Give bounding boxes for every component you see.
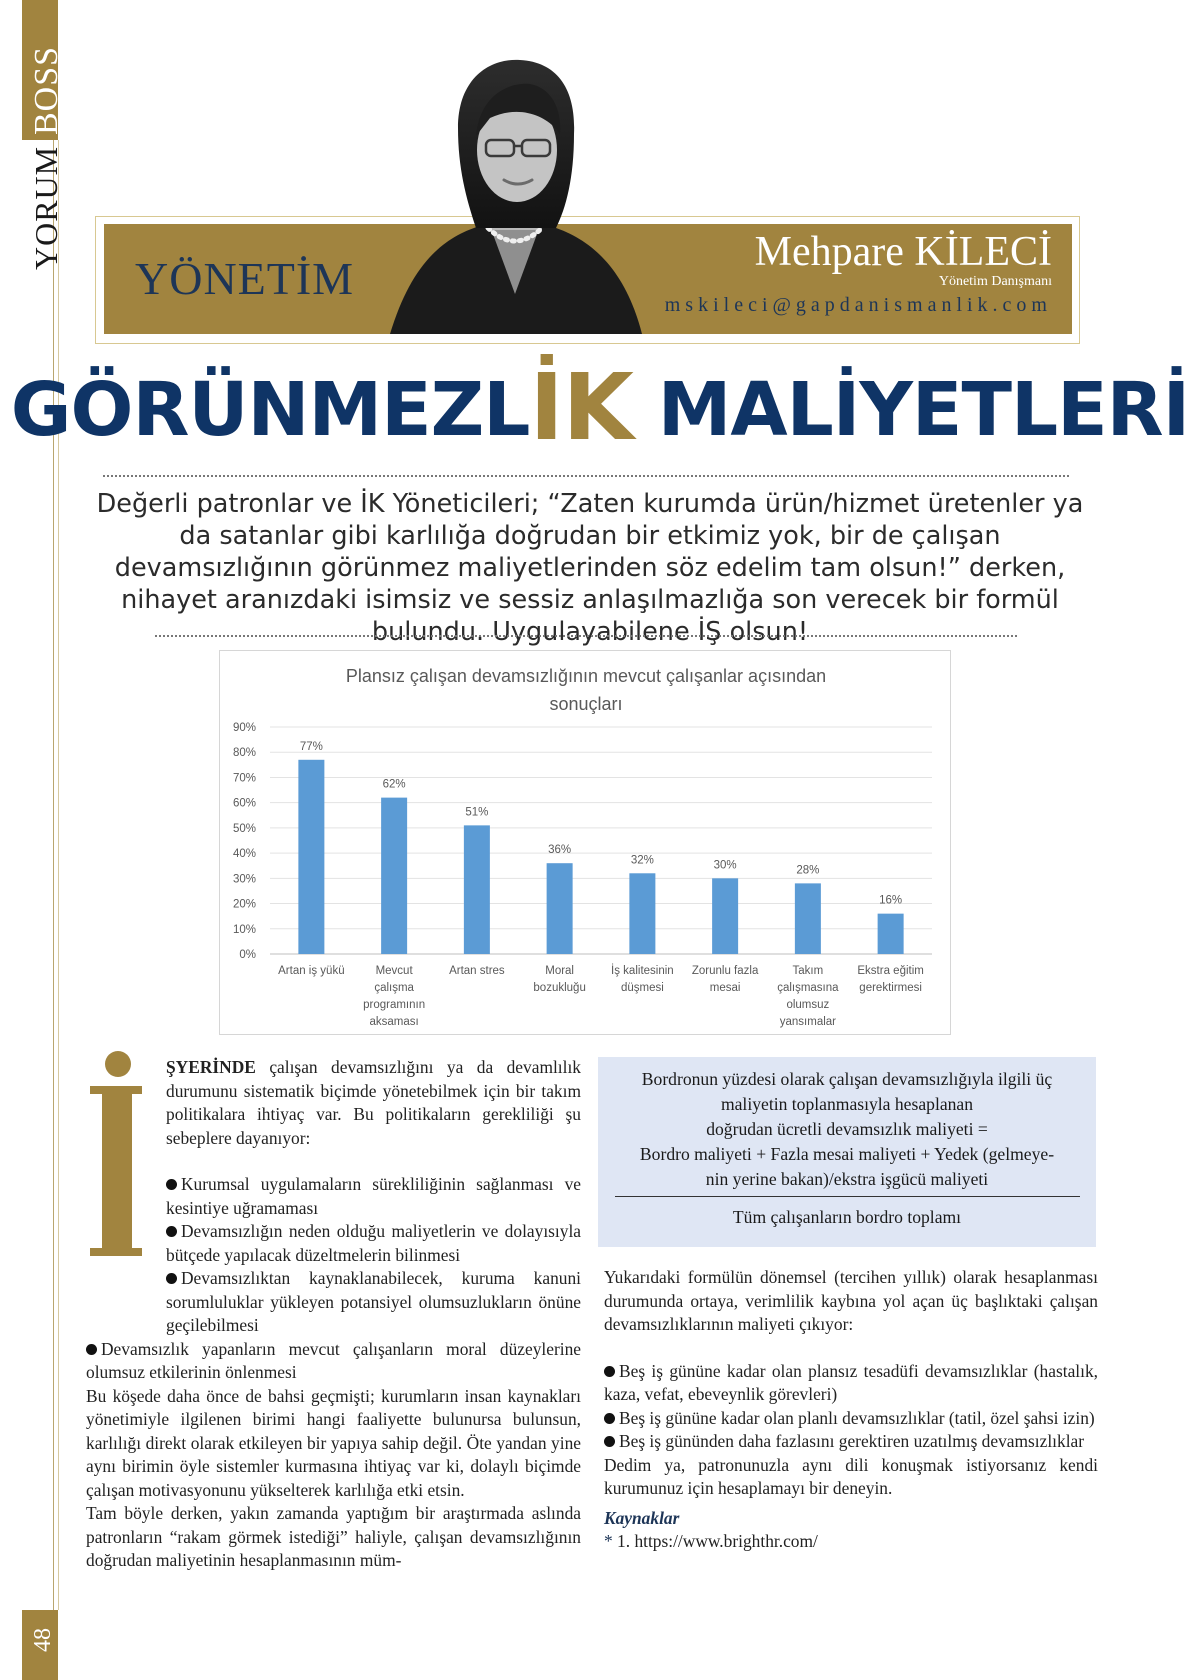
data-label: 30% bbox=[713, 859, 737, 872]
formula-line: Bordro maliyeti + Fazla mesai maliyeti + Yedek (gelmeye- bbox=[639, 1144, 1055, 1164]
list-item bbox=[604, 1430, 1098, 1454]
x-tick-label: Ekstra eğitim bbox=[857, 965, 924, 977]
formula-line: nin yerine bakan)/ekstra işgücü maliyeti bbox=[705, 1169, 989, 1189]
y-tick-label: 40% bbox=[232, 848, 256, 861]
intro-paragraph bbox=[86, 1056, 581, 1150]
y-tick-label: 60% bbox=[232, 797, 256, 810]
article-lead: Değerli patronlar ve İK Yöneticileri; “Zaten kurumda ürün/hizmet üretenler ya da satanlar gibi karlılığa doğrudan bir etkimiz yok, bir de çalışan devamsızlığının görünmez maliyetlerinden söz edelim tam olsun!” derken, nihayet aranızdaki isimsiz ve sessiz anlaşılmazlığa son verecek bir formül bulundu. Uygulayabilene İŞ olsun! bbox=[96, 489, 1084, 647]
body-paragraph: Yukarıdaki formülün dönemsel (tercihen yıllık) olarak hesaplanması durumunda ortaya, verimlilik kaybına yol açan üç başlıktaki çalışan devamsızlıklarının maliyeti çıkıyor: bbox=[604, 1267, 1098, 1334]
bar bbox=[629, 873, 655, 954]
article-title bbox=[0, 350, 1200, 461]
absence-chart bbox=[219, 650, 951, 1035]
bullet-icon bbox=[166, 1273, 177, 1284]
bar bbox=[381, 798, 407, 954]
y-tick-label: 20% bbox=[232, 898, 256, 911]
formula-line: doğrudan ücretli devamsızlık maliyeti = bbox=[706, 1119, 988, 1139]
article-left-column bbox=[86, 1056, 581, 1573]
sidebar-label bbox=[22, 0, 65, 280]
formula-line: maliyetin toplanmasıyla hesaplanan bbox=[720, 1094, 974, 1114]
source-link[interactable] bbox=[604, 1530, 1098, 1554]
bullet-icon bbox=[604, 1366, 615, 1377]
bar bbox=[795, 883, 821, 954]
source-url[interactable]: 1. https://www.brighthr.com/ bbox=[612, 1531, 818, 1551]
list-item bbox=[86, 1267, 581, 1338]
x-tick-label: Artan iş yükü bbox=[278, 965, 345, 977]
x-tick-label: yansımalar bbox=[779, 1016, 836, 1028]
data-label: 62% bbox=[382, 778, 406, 791]
x-tick-label: Takım bbox=[792, 965, 824, 977]
data-label: 28% bbox=[796, 864, 820, 877]
y-tick-label: 50% bbox=[232, 822, 256, 835]
chart-title: sonuçları bbox=[549, 694, 623, 714]
x-tick-label: programının bbox=[363, 999, 426, 1011]
x-tick-label: mesai bbox=[709, 982, 741, 994]
y-tick-label: 0% bbox=[239, 949, 256, 961]
x-tick-label: gerektirmesi bbox=[859, 982, 922, 994]
x-tick-label: aksaması bbox=[369, 1016, 419, 1028]
bullet-icon bbox=[86, 1344, 97, 1355]
article-title-part1: GÖRÜNMEZL bbox=[10, 367, 530, 453]
list-item-text: Devamsızlıktan kaynaklanabilecek, kuruma kanuni sorumluluklar yükleyen potansiyel olumsuzlukların önüne geçilebilmesi bbox=[166, 1268, 581, 1335]
x-tick-label: Mevcut bbox=[375, 965, 413, 977]
absence-chart-svg bbox=[220, 651, 952, 1036]
bar bbox=[878, 914, 904, 954]
author-portrait bbox=[380, 58, 650, 334]
section-title: YÖNETİM bbox=[135, 253, 355, 304]
bullet-icon bbox=[604, 1436, 615, 1447]
x-tick-label: çalışma bbox=[374, 982, 414, 994]
data-label: 32% bbox=[630, 854, 654, 867]
bullet-icon bbox=[604, 1413, 615, 1424]
formula-denominator: Tüm çalışanların bordro toplamı bbox=[732, 1207, 962, 1227]
data-label: 77% bbox=[299, 740, 323, 753]
x-tick-label: bozukluğu bbox=[533, 982, 586, 994]
x-tick-label: olumsuz bbox=[786, 999, 830, 1011]
bullet-icon bbox=[166, 1179, 177, 1190]
list-item-text: Beş iş gününe kadar olan plansız tesadüfi devamsızlıklar (hastalık, kaza, vefat, ebeveynlik görevleri) bbox=[604, 1360, 1098, 1404]
page-number: 48 bbox=[30, 1628, 56, 1652]
sources-title: Kaynaklar bbox=[604, 1507, 680, 1528]
data-label: 16% bbox=[879, 894, 903, 907]
bullet-icon bbox=[166, 1226, 177, 1237]
title-divider bbox=[103, 475, 1069, 477]
data-label: 36% bbox=[548, 844, 572, 857]
intro-bold: ŞYERİNDE bbox=[166, 1057, 256, 1077]
footnote-star: * bbox=[604, 1531, 613, 1551]
article-title-accent: İK bbox=[529, 354, 633, 461]
sidebar-section: YORUM bbox=[28, 145, 64, 270]
y-tick-label: 30% bbox=[232, 873, 256, 886]
lead-divider bbox=[155, 635, 1017, 637]
y-tick-label: 80% bbox=[232, 747, 256, 760]
sidebar-brand: BOSS bbox=[28, 45, 65, 135]
list-item bbox=[86, 1338, 581, 1385]
body-paragraph: Dedim ya, patronunuzla aynı dili konuşmak istiyorsanız kendi kurumunuz için hesaplamayı bir deneyin. bbox=[604, 1454, 1098, 1498]
author-role: Yönetim Danışmanı bbox=[938, 274, 1052, 289]
author-email[interactable]: mskileci@gapdanismanlik.com bbox=[664, 294, 1052, 316]
list-item bbox=[604, 1360, 1098, 1407]
formula-line: Bordronun yüzdesi olarak çalışan devamsızlığıyla ilgili üç bbox=[641, 1069, 1053, 1089]
x-tick-label: Moral bbox=[545, 965, 575, 977]
y-tick-label: 10% bbox=[232, 923, 256, 936]
list-item bbox=[86, 1173, 581, 1220]
y-tick-label: 90% bbox=[232, 722, 256, 734]
intro-text: çalışan devamsızlığını ya da devamlılık durumunu sistematik biçimde yönetebilmek için bir takım politikalara ihtiyaç var. Bu politikaların gerekliliği şu sebeplere dayanıyor: bbox=[166, 1057, 581, 1148]
body-paragraph: Bu köşede daha önce de bahsi geçmişti; kurumların insan kaynakları yönetimiyle ilgilenen birimi hangi faaliyette bulunursa bulunsun, karlılığı direkt olarak etkileyen bir yapıya sahip değil. Öte yandan yine aynı birimin öyle sistemler kurmasına ihtiyaç var ki, dolaylı biçimde çalışan motivasyonunu yükselterek karlılığa etki etsin. bbox=[86, 1385, 581, 1500]
article-title-part2: MALİYETLERİ bbox=[632, 367, 1190, 453]
formula-fraction-bar bbox=[615, 1196, 1080, 1197]
data-label: 51% bbox=[465, 806, 489, 819]
x-tick-label: Zorunlu fazla bbox=[691, 965, 759, 977]
list-item-text: Devamsızlık yapanların mevcut çalışanların moral düzeylerine olumsuz etkilerinin önlenmesi bbox=[86, 1338, 581, 1382]
x-tick-label: İş kalitesinin bbox=[611, 965, 674, 977]
bar bbox=[464, 825, 490, 954]
y-tick-label: 70% bbox=[232, 772, 256, 785]
list-item bbox=[604, 1407, 1098, 1431]
author-name: Mehpare KİLECİ bbox=[754, 229, 1052, 275]
x-tick-label: çalışmasına bbox=[777, 982, 839, 994]
x-tick-label: düşmesi bbox=[620, 982, 664, 994]
list-item-text: Devamsızlığın neden olduğu maliyetlerin ve dolayısıyla bütçede yapılacak düzeltmelerin bilinmesi bbox=[166, 1221, 581, 1265]
list-item bbox=[86, 1220, 581, 1267]
bar bbox=[547, 863, 573, 954]
body-paragraph: Tam böyle derken, yakın zamanda yaptığım bir araştırmada aslında patronların “rakam görmek istediği” haliyle, çalışan devamsızlığının doğrudan maliyetinin hesaplanmasının müm- bbox=[86, 1503, 581, 1570]
list-item-text: Beş iş gününden daha fazlasını gerektiren uzatılmış devamsızlıklar bbox=[619, 1431, 1085, 1451]
list-item-text: Beş iş gününe kadar olan planlı devamsızlıklar (tatil, özel şahsi izin) bbox=[619, 1407, 1095, 1428]
x-tick-label: Artan stres bbox=[449, 965, 505, 977]
list-item-text: Kurumsal uygulamaların sürekliliğinin sağlanması ve kesintiye uğramaması bbox=[166, 1174, 581, 1218]
bar bbox=[712, 878, 738, 954]
bar bbox=[298, 760, 324, 954]
chart-title: Plansız çalışan devamsızlığının mevcut çalışanlar açısından bbox=[345, 666, 827, 686]
formula-box bbox=[598, 1057, 1096, 1247]
article-right-column bbox=[604, 1266, 1098, 1554]
